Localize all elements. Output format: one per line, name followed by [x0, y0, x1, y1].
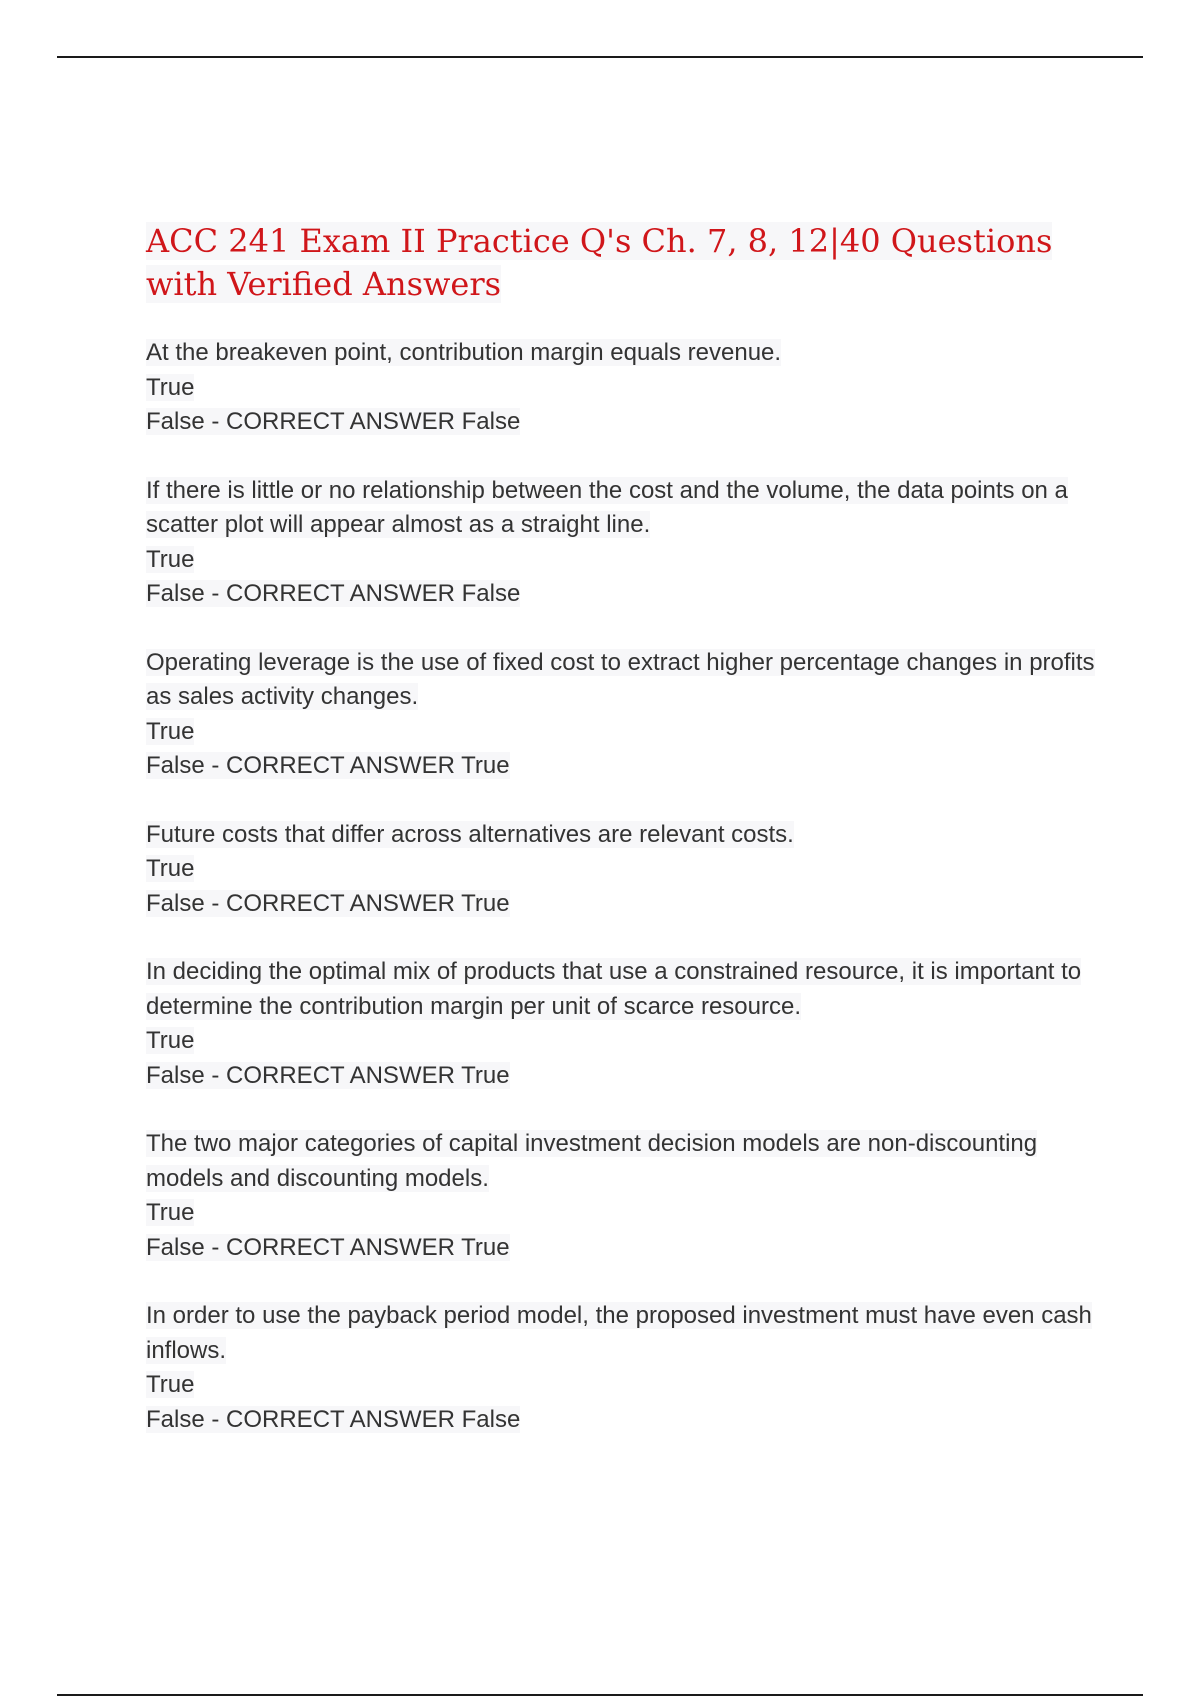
- option-true: True: [146, 373, 195, 401]
- question-block: [146, 336, 1106, 440]
- question-block: [146, 955, 1106, 1093]
- option-false-answer: False - CORRECT ANSWER False: [146, 408, 521, 435]
- option-true: True: [146, 1027, 195, 1054]
- option-true: True: [146, 717, 195, 745]
- question-text: In deciding the optimal mix of products that use a constrained resource, it is important to determine the contribution margin per unit of scarce resource.: [146, 958, 1082, 1020]
- top-rule: [57, 56, 1143, 58]
- option-false-answer: False - CORRECT ANSWER True: [146, 1233, 510, 1261]
- question-block: [146, 474, 1106, 612]
- bottom-rule: [57, 1694, 1143, 1696]
- question-text: Future costs that differ across alternatives are relevant costs.: [146, 820, 794, 848]
- option-false-answer: False - CORRECT ANSWER True: [146, 1061, 510, 1089]
- question-text: Operating leverage is the use of fixed cost to extract higher percentage changes in profits as sales activity changes.: [146, 648, 1095, 710]
- option-true: True: [146, 545, 195, 573]
- question-block: [146, 646, 1106, 784]
- question-text: If there is little or no relationship between the cost and the volume, the data points on a scatter plot will appear almost as a straight line.: [146, 476, 1068, 538]
- option-true: True: [146, 1371, 195, 1398]
- document-title: ACC 241 Exam II Practice Q's Ch. 7, 8, 12|40 Questions with Verified Answers: [146, 222, 1053, 303]
- question-text: The two major categories of capital investment decision models are non-discounting models and discounting models.: [146, 1130, 1038, 1192]
- option-false-answer: False - CORRECT ANSWER True: [146, 889, 510, 917]
- option-false-answer: False - CORRECT ANSWER False: [146, 1405, 521, 1433]
- option-false-answer: False - CORRECT ANSWER True: [146, 752, 510, 779]
- document-body: [146, 220, 1106, 1471]
- option-false-answer: False - CORRECT ANSWER False: [146, 580, 521, 607]
- question-text: At the breakeven point, contribution margin equals revenue.: [146, 339, 782, 366]
- question-block: [146, 818, 1106, 922]
- question-block: [146, 1127, 1106, 1265]
- question-text: In order to use the payback period model, the proposed investment must have even cash inflows.: [146, 1302, 1092, 1364]
- question-block: [146, 1299, 1106, 1437]
- option-true: True: [146, 1199, 195, 1226]
- option-true: True: [146, 855, 195, 882]
